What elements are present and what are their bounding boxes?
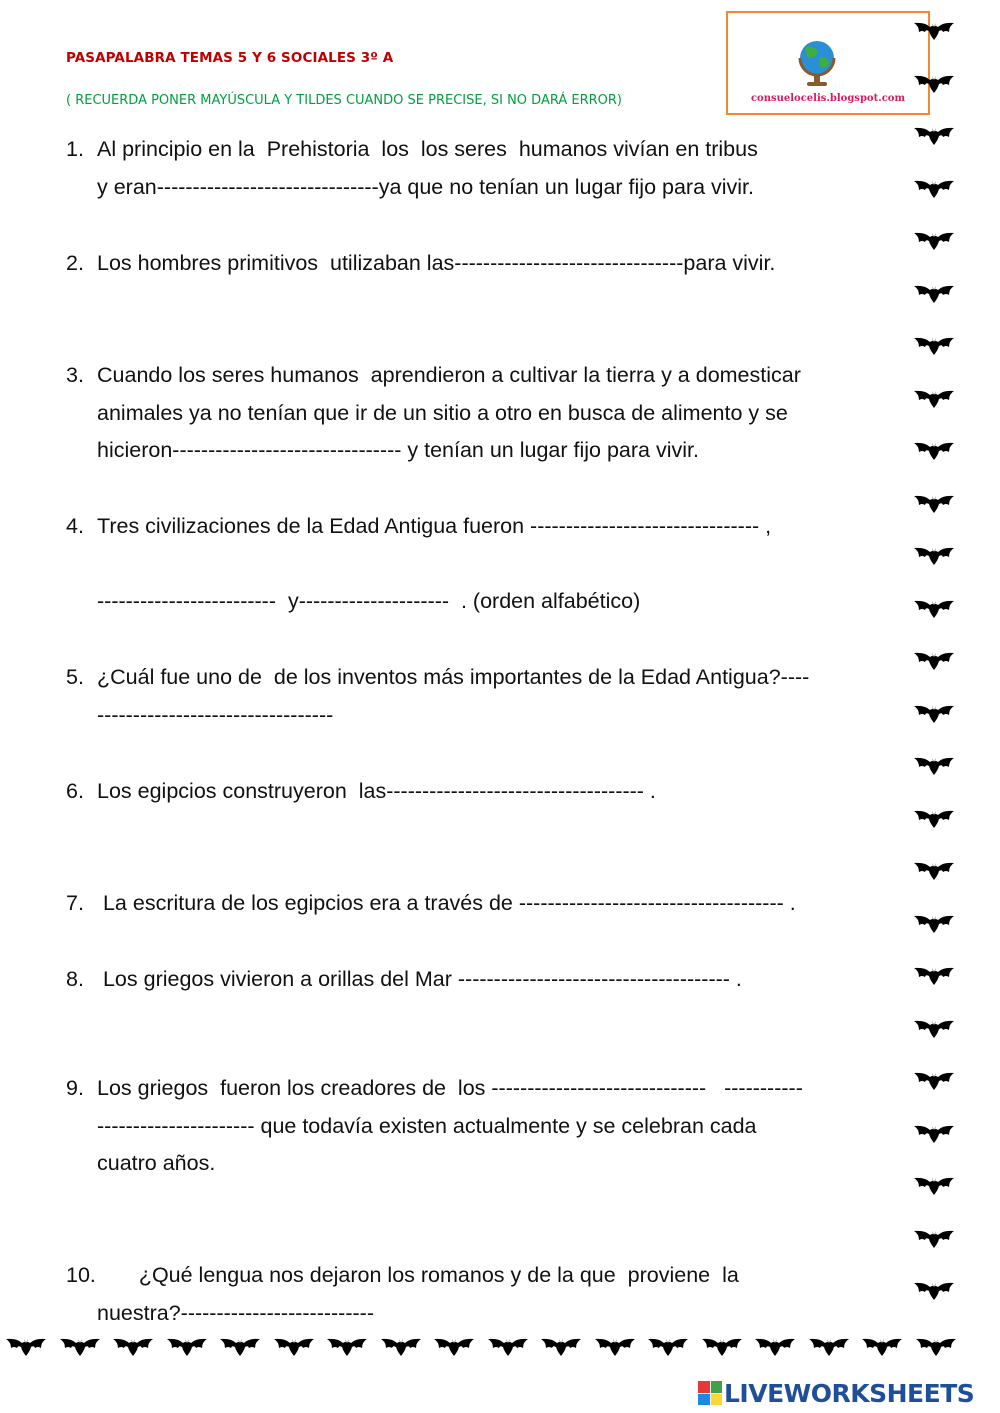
bat-icon — [4, 1334, 48, 1360]
bat-icon — [912, 596, 956, 622]
worksheet-instructions: ( RECUERDA PONER MAYÚSCULA Y TILDES CUANDO SE PRECISE, SI NO DARÁ ERROR) — [66, 93, 622, 108]
bat-icon — [914, 1334, 958, 1360]
bat-icon — [912, 1173, 956, 1199]
question-number: 9. — [66, 1076, 84, 1100]
question-text: Los griegos fueron los creadores de los ------------------------------ ----------- ---------------------- que todavía existen actualmente y se celebran cada cuatro años. — [97, 1076, 803, 1175]
globe-icon — [794, 37, 840, 87]
question-8 — [66, 961, 911, 999]
logo-square-blue — [698, 1394, 710, 1406]
question-3 — [66, 357, 911, 470]
bat-icon — [912, 911, 956, 937]
question-7 — [66, 885, 911, 923]
bat-icon — [912, 123, 956, 149]
question-text: Al principio en la Prehistoria los los seres humanos vivían en tribus y eran-------------------------------ya que no tenían un lugar fijo para vivir. — [97, 137, 758, 199]
bat-icon — [912, 18, 956, 44]
blog-url: consuelocelis.blogspot.com — [750, 93, 906, 104]
bat-icon — [432, 1334, 476, 1360]
question-number: 5. — [66, 665, 84, 689]
blog-logo — [726, 11, 930, 115]
question-text: Cuando los seres humanos aprendieron a cultivar la tierra y a domesticar animales ya no tenían que ir de un sitio a otro en busca de alimento y se hicieron-------------------------------- y tenían un lugar fijo para vivir. — [97, 363, 801, 462]
bat-icon — [486, 1334, 530, 1360]
bat-icon — [912, 753, 956, 779]
bat-icon — [111, 1334, 155, 1360]
bat-icon — [593, 1334, 637, 1360]
bat-icon — [58, 1334, 102, 1360]
worksheet-title: PASAPALABRA TEMAS 5 Y 6 SOCIALES 3º A — [66, 50, 394, 66]
question-1 — [66, 131, 911, 206]
logo-square-yellow — [711, 1394, 723, 1406]
logo-square-red — [698, 1381, 710, 1393]
bat-icon — [912, 648, 956, 674]
question-4 — [66, 508, 911, 621]
bat-icon — [912, 543, 956, 569]
bat-icon — [753, 1334, 797, 1360]
question-10 — [66, 1257, 911, 1332]
question-number: 1. — [66, 137, 84, 161]
question-text: ¿Cuál fue uno de de los inventos más importantes de la Edad Antigua?---- --------------------------------- — [97, 665, 810, 727]
bat-icon — [272, 1334, 316, 1360]
bat-icon — [860, 1334, 904, 1360]
question-number: 2. — [66, 251, 84, 275]
question-text: ¿Qué lengua nos dejaron los romanos y de la que proviene la nuestra?--------------------------- — [97, 1263, 739, 1325]
question-5 — [66, 659, 911, 734]
bat-icon — [539, 1334, 583, 1360]
question-text: Los griegos vivieron a orillas del Mar -------------------------------------- . — [97, 967, 742, 991]
bat-icon — [165, 1334, 209, 1360]
bat-icon — [912, 333, 956, 359]
question-number: 7. — [66, 891, 84, 915]
bat-icon — [700, 1334, 744, 1360]
bat-icon — [912, 71, 956, 97]
liveworksheets-icon — [698, 1381, 722, 1405]
bat-icon — [912, 1016, 956, 1042]
question-number: 4. — [66, 514, 84, 538]
question-number: 8. — [66, 967, 84, 991]
bat-icon — [807, 1334, 851, 1360]
question-number: 10. — [66, 1263, 96, 1287]
bat-icon — [912, 1226, 956, 1252]
bat-icon — [912, 491, 956, 517]
liveworksheets-wordmark: LIVEWORKSHEETS — [724, 1378, 975, 1408]
bat-icon — [912, 963, 956, 989]
question-text: Los hombres primitivos utilizaban las--------------------------------para vivir. — [97, 251, 776, 275]
bat-icon — [912, 281, 956, 307]
question-number: 6. — [66, 779, 84, 803]
bat-icon — [218, 1334, 262, 1360]
bat-icon — [912, 858, 956, 884]
bat-icon — [912, 228, 956, 254]
question-2 — [66, 245, 911, 283]
bat-icon — [912, 1278, 956, 1304]
bat-icon — [912, 386, 956, 412]
question-6 — [66, 773, 911, 811]
bat-icon — [912, 806, 956, 832]
question-text: Los egipcios construyeron las------------------------------------ . — [97, 779, 656, 803]
bat-icon — [325, 1334, 369, 1360]
bat-icon — [646, 1334, 690, 1360]
bat-icon — [912, 438, 956, 464]
bat-icon — [912, 701, 956, 727]
question-text: La escritura de los egipcios era a través de ------------------------------------- . — [97, 891, 796, 915]
bat-icon — [912, 1121, 956, 1147]
bat-icon — [912, 176, 956, 202]
question-number: 3. — [66, 363, 84, 387]
bat-icon — [379, 1334, 423, 1360]
logo-square-green — [711, 1381, 723, 1393]
question-text: Tres civilizaciones de la Edad Antigua fueron -------------------------------- , ------------------------- y--------------------- . (orden alfabético) — [97, 514, 772, 613]
question-9 — [66, 1070, 911, 1183]
liveworksheets-logo — [698, 1378, 974, 1408]
bat-icon — [912, 1068, 956, 1094]
